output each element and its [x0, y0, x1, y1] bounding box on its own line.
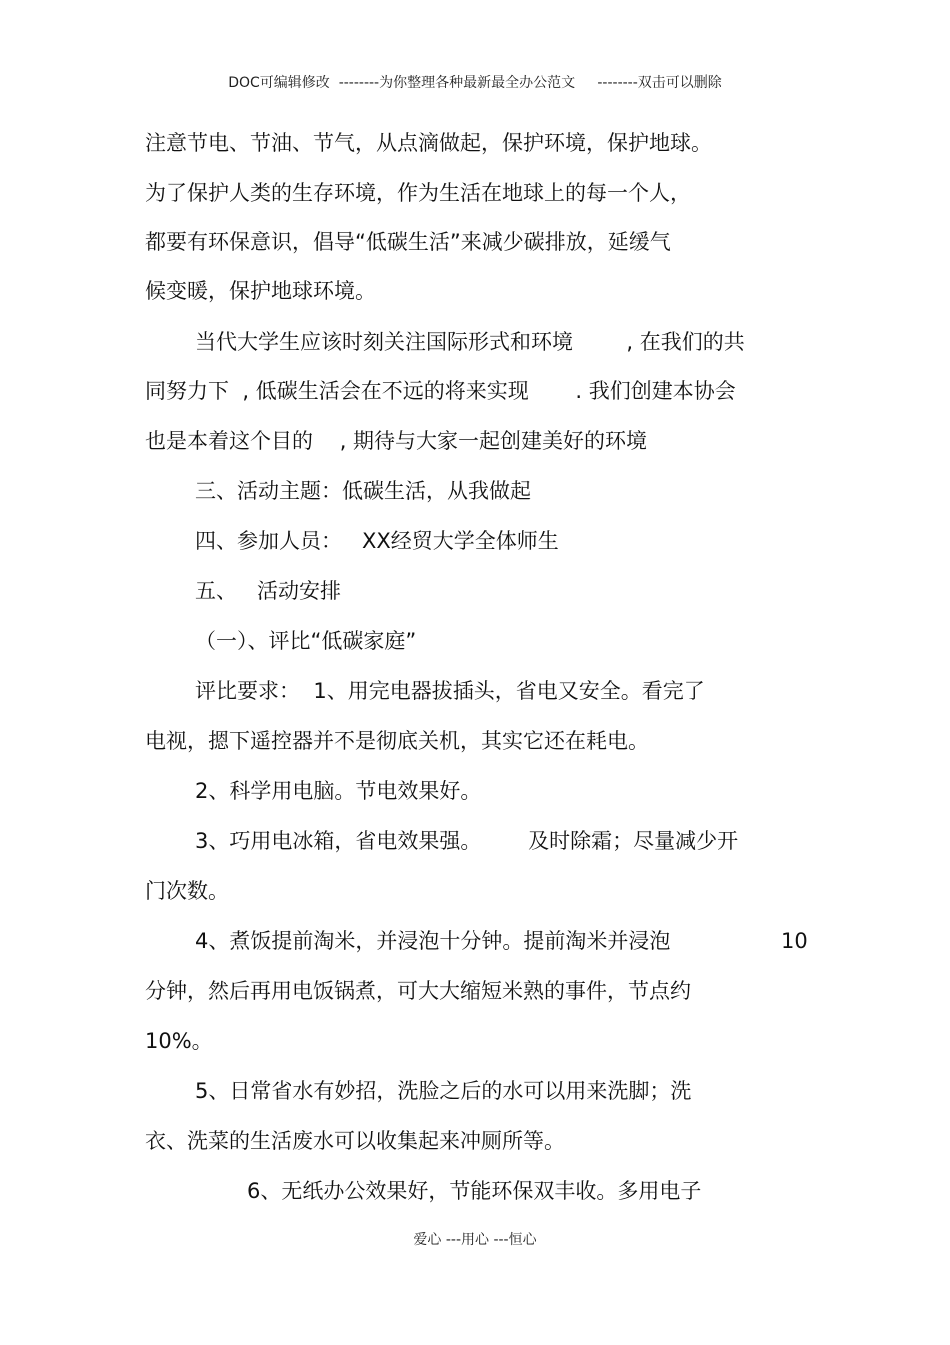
page-header: DOC可编辑修改 --------为你整理各种最新最全办公范文 --------双击可以删除 — [228, 75, 722, 91]
body-line: 2、科学用电脑。节电效果好。 — [195, 779, 482, 803]
body-line: 三、活动主题：低碳生活，从我做起 — [195, 479, 531, 503]
body-line: 同努力下 , 低碳生活会在不远的将来实现 . 我们创建本协会 — [145, 379, 736, 403]
body-line: 10 — [781, 929, 808, 953]
body-line: 为了保护人类的生存环境，作为生活在地球上的每一个人， — [145, 181, 691, 205]
body-line: 四、参加人员： XX经贸大学全体师生 — [195, 529, 559, 553]
body-line: 都要有环保意识，倡导“低碳生活”来减少碳排放，延缓气 — [145, 230, 671, 254]
body-line: 4、煮饭提前淘米，并浸泡十分钟。提前淘米并浸泡 — [195, 929, 671, 953]
body-line: 电视，摁下遥控器并不是彻底关机，其实它还在耗电。 — [145, 729, 649, 753]
body-line: 10%。 — [145, 1029, 213, 1053]
body-line: 衣、洗菜的生活废水可以收集起来冲厕所等。 — [145, 1129, 565, 1153]
body-line: 门次数。 — [145, 879, 229, 903]
body-line: 五、 活动安排 — [195, 579, 342, 603]
body-line: 3、巧用电冰箱，省电效果强。 及时除霜；尽量减少开 — [195, 829, 739, 853]
body-line: 分钟，然后再用电饭锅煮，可大大缩短米熟的事件，节点约 — [145, 979, 691, 1003]
body-line: 也是本着这个目的 , 期待与大家一起创建美好的环境 — [145, 429, 648, 453]
body-line: 5、日常省水有妙招，洗脸之后的水可以用来洗脚；洗 — [195, 1079, 692, 1103]
body-line: 注意节电、节油、节气，从点滴做起，保护环境，保护地球。 — [145, 131, 712, 155]
body-line: 当代大学生应该时刻关注国际形式和环境 , 在我们的共 — [195, 330, 745, 354]
page-footer: 爱心 ---用心 ---恒心 — [413, 1232, 537, 1248]
body-line: 6、无纸办公效果好，节能环保双丰收。多用电子 — [247, 1179, 702, 1203]
body-line: 评比要求： 1、用完电器拔插头，省电又安全。看完了 — [195, 679, 705, 703]
body-line: （一）、评比“低碳家庭” — [195, 629, 417, 653]
body-line: 候变暖，保护地球环境。 — [145, 279, 376, 303]
